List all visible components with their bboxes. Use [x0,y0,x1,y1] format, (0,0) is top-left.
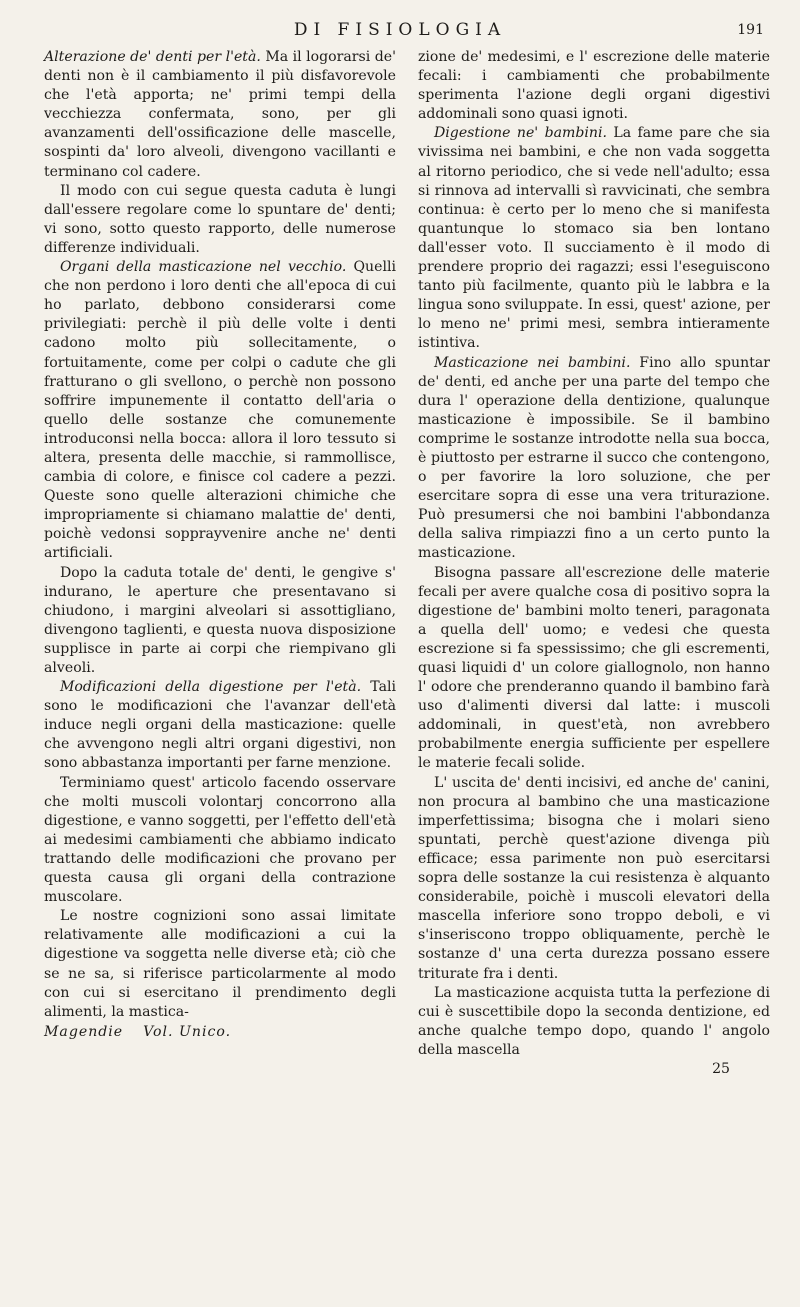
section-rubric: Modificazioni della digestione per l'età. [60,679,362,696]
signature-mark: 25 [712,1060,730,1077]
paragraph-text: Quelli che non perdono i loro denti che all'epoca di cui ho parlato, debbono considerarsi come privilegiati: perchè il più delle volte i denti cadono molto più sollecitamente, o fortuitamente, come per colpi o cadute che gli fratturano o gli svellono, o perchè non possono soffrire impunemente il contatto dell'aria o quello delle sostanze che comunemente introduconsi nella bocca: allora il loro tessuto si altera, presenta delle macchie, si rammollisce, cambia di colore, e finisce col cadere a pezzi. Queste sono quelle alterazioni chimiche che impropriamente si chiamano malattie de' denti, poichè vedonsi sopprayvenire anche ne' denti artificiali. [44,259,396,562]
paragraph-text: Dopo la caduta totale de' denti, le gengive s' indurano, le aperture che presentavano si chiudono, i margini alveolari si assottigliano, divengono taglienti, e questa nuova disposizione supplisce in parte ai corpi che riempivano gli alveoli. [44,564,396,676]
paragraph [44,182,396,258]
paragraph [44,678,396,773]
section-rubric: Digestione ne' bambini. [434,125,607,142]
paragraph [418,564,770,774]
paragraph-text: Tali sono le modificazioni che l'avanzar dell'età induce negli organi della masticazione: quelle che avvengono negli altri organi digestivi, non sono abbastanza importanti per farne menzione. [44,679,396,772]
section-rubric: Organi della masticazione nel vecchio. [60,259,347,276]
paragraph [418,774,770,984]
section-rubric: Masticazione nei bambini. [434,354,631,371]
running-title: DI FISIOLOGIA [293,20,507,40]
paragraph-text: Ma il logorarsi de' denti non è il cambiamento il più disfavorevole che l'età apporta; ne' primi tempi della vecchiezza confermata, sono, per gli avanzamenti dell'ossificazione delle mascelle, sospinti da' loro alveoli, divengono vacillanti e terminano col cadere. [44,49,396,180]
paragraph [44,774,396,908]
section-rubric: Alterazione de' denti per l'età. [44,49,261,65]
paragraph [44,48,396,182]
left-column [44,48,396,1042]
paragraph-text: Bisogna passare all'escrezione delle materie fecali per avere qualche cosa di positivo sopra la digestione de' bambini molto teneri, paragonata a quella dell' uomo; e vedesi che questa escrezione si fa spessissimo; che gli escrementi, quasi liquidi d' un colore giallognolo, non hanno l' odore che prenderanno quando il bambino farà uso d'alimenti diversi dal latte: i muscoli addominali, in quest'età, non avrebbero probabilmente energia sufficiente per espellere le materie fecali solide. [418,564,770,772]
paragraph [418,48,770,124]
paragraph [44,258,396,564]
volume-label: Vol. Unico. [143,1023,232,1040]
running-head [0,18,800,46]
paragraph-text: L' uscita de' denti incisivi, ed anche de' canini, non procura al bambino che una masticazione imperfettissima; bisogna che i molari sieno spuntati, perchè quest'azione divenga più efficace; essa parimente non può esercitarsi sopra delle sostanze la cui resistenza è alquanto considerabile, poichè i muscoli elevatori della mascella inferiore sono troppo deboli, e vi s'inseriscono troppo obliquamente, perchè le sostanze d' una certa durezza possano essere triturate fra i denti. [418,774,770,982]
paragraph-text: Il modo con cui segue questa caduta è lungi dall'essere regolare come lo spuntare de' denti; vi sono, sotto questo rapporto, delle numerose differenze individuali. [44,182,396,256]
paragraph [44,564,396,679]
paragraph [418,124,770,353]
paragraph-text: La masticazione acquista tutta la perfezione di cui è suscettibile dopo la seconda dentizione, ed anche qualche tempo dopo, quando l' angolo della mascella [418,984,770,1058]
footer-signature-line [44,1023,396,1042]
paragraph [44,907,396,1022]
right-column [418,48,770,1079]
page-number: 191 [737,22,764,38]
paragraph-text: La fame pare che sia vivissima nei bambini, e che non vada soggetta al ritorno periodico, che si vede nell'adulto; essa si rinnova ad intervalli sì ravvicinati, che sembra continua: è certo per lo meno che si manifesta quantunque lo stomaco sia ben lontano dall'esser voto. Il succiamento è il modo di prendere proprio dei ragazzi; essi l'eseguiscono tanto più facilmente, quanto più le labbra e la lingua sono sviluppate. In essi, quest' azione, per lo meno ne' primi mesi, sembra intieramente istintiva. [418,125,770,352]
author-signature: Magendie [44,1023,124,1040]
paragraph-text: Terminiamo quest' articolo facendo osservare che molti muscoli volontarj concorrono alla digestione, e vanno soggetti, per l'effetto dell'età ai medesimi cambiamenti che abbiamo indicato trattando delle modificazioni che provano per questa causa gli organi della contrazione muscolare. [44,774,396,906]
paragraph-text: Fino allo spuntar de' denti, ed anche per una parte del tempo che dura l' operazione della dentizione, qualunque masticazione è impossibile. Se il bambino comprime le sostanze introdotte nella sua bocca, è piuttosto per estrarne il succo che contengono, o per favorire la loro soluzione, che per esercitare sopra di esse una vera triturazione. Può presumersi che noi bambini l'abbondanza della saliva rimpiazzi fino a un certo punto la masticazione. [418,354,770,562]
paragraph-text: zione de' medesimi, e l' escrezione delle materie fecali: i cambiamenti che probabilmente sperimenta l'azione degli organi digestivi addominali sono quasi ignoti. [418,49,770,123]
paragraph [418,354,770,564]
paragraph [418,984,770,1060]
paragraph-text: Le nostre cognizioni sono assai limitate relativamente alle modificazioni a cui la digestione va soggetta nelle diverse età; ciò che se ne sa, si riferisce particolarmente al modo con cui si esercitano il prendimento degli alimenti, la mastica- [44,908,396,1020]
